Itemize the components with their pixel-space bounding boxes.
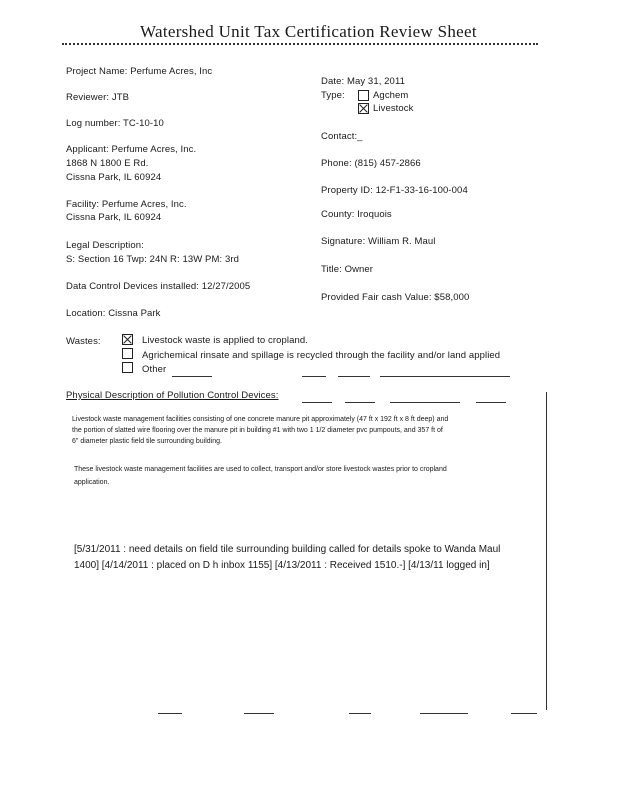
waste-other-checkbox[interactable] xyxy=(122,362,133,373)
legal-description-label: Legal Description: xyxy=(66,240,144,251)
wastes-label: Wastes: xyxy=(66,336,101,347)
description-para2-line1: These livestock waste management facilities are used to collect, transport and/or store livestock wastes prior to cropland xyxy=(74,466,447,473)
facility-line1: Facility: Perfume Acres, Inc. xyxy=(66,199,187,210)
review-date: Date: May 31, 2011 xyxy=(321,76,406,87)
signer-title: Title: Owner xyxy=(321,264,374,275)
heading-line-b xyxy=(345,402,375,403)
waste-agrichemical-checkbox[interactable] xyxy=(122,348,133,359)
signature: Signature: William R. Maul xyxy=(321,236,436,247)
reviewer: Reviewer: JTB xyxy=(66,92,130,103)
other-blank-line-3 xyxy=(338,376,370,377)
description-para2-line2: application. xyxy=(74,479,110,486)
county: County: Iroquois xyxy=(321,209,392,220)
type-livestock-checkbox[interactable] xyxy=(358,103,369,114)
heading-line-c xyxy=(390,402,460,403)
contact: Contact:_ xyxy=(321,131,363,142)
bottom-line-3 xyxy=(349,713,371,714)
log-number: Log number: TC-10-10 xyxy=(66,118,164,129)
page-title: Watershed Unit Tax Certification Review Sheet xyxy=(140,22,477,41)
notes-line1: [5/31/2011 : need details on field tile surrounding building called for details spoke to Wanda Maul xyxy=(74,544,501,555)
property-id: Property ID: 12-F1-33-16-100-004 xyxy=(321,185,468,196)
heading-line-a xyxy=(302,402,332,403)
description-para1-line3: 6" diameter plastic field tile surrounding building. xyxy=(72,438,222,445)
bottom-line-2 xyxy=(244,713,274,714)
bottom-line-1 xyxy=(158,713,182,714)
other-blank-line-1 xyxy=(172,376,212,377)
type-agchem-checkbox[interactable] xyxy=(358,90,369,101)
waste-livestock-checkbox[interactable] xyxy=(122,334,133,345)
phone: Phone: (815) 457-2866 xyxy=(321,158,421,169)
description-para1-line1: Livestock waste management facilities consisting of one concrete manure pit approximately (47 ft x 192 ft x 8 ft deep) and xyxy=(72,416,449,423)
location: Location: Cissna Park xyxy=(66,308,161,319)
physical-description-heading: Physical Description of Pollution Control Devices: xyxy=(66,390,279,401)
facility-line2: Cissna Park, IL 60924 xyxy=(66,212,162,223)
other-blank-line-2 xyxy=(302,376,326,377)
type-label: Type: xyxy=(321,90,345,101)
type-agchem-label: Agchem xyxy=(373,90,409,101)
title-divider xyxy=(62,43,538,45)
waste-livestock-label: Livestock waste is applied to cropland. xyxy=(142,335,309,346)
other-blank-line-4 xyxy=(380,376,510,377)
project-name: Project Name: Perfume Acres, Inc xyxy=(66,66,213,77)
bottom-line-5 xyxy=(511,713,537,714)
fair-cash-value: Provided Fair cash Value: $58,000 xyxy=(321,292,470,303)
waste-agrichemical-label: Agrichemical rinsate and spillage is recycled through the facility and/or land applied xyxy=(142,350,501,361)
applicant-line1: Applicant: Perfume Acres, Inc. xyxy=(66,144,197,155)
description-para1-line2: the portion of slatted wire flooring over the manure pit in building #1 with two 1 1/2 diameter pvc pumpouts, and 357 ft of xyxy=(72,427,443,434)
type-livestock-label: Livestock xyxy=(373,103,414,114)
applicant-line3: Cissna Park, IL 60924 xyxy=(66,172,162,183)
notes-line2: 1400] [4/14/2011 : placed on D h inbox 1155] [4/13/2011 : Received 1510.-] [4/13/11 logged in] xyxy=(74,560,490,571)
waste-other-label: Other xyxy=(142,364,167,375)
bottom-line-4 xyxy=(420,713,468,714)
data-control-installed: Data Control Devices installed: 12/27/2005 xyxy=(66,281,251,292)
description-box-right-edge xyxy=(546,392,547,710)
legal-description-value: S: Section 16 Twp: 24N R: 13W PM: 3rd xyxy=(66,254,240,265)
applicant-line2: 1868 N 1800 E Rd. xyxy=(66,158,149,169)
heading-line-d xyxy=(476,402,506,403)
